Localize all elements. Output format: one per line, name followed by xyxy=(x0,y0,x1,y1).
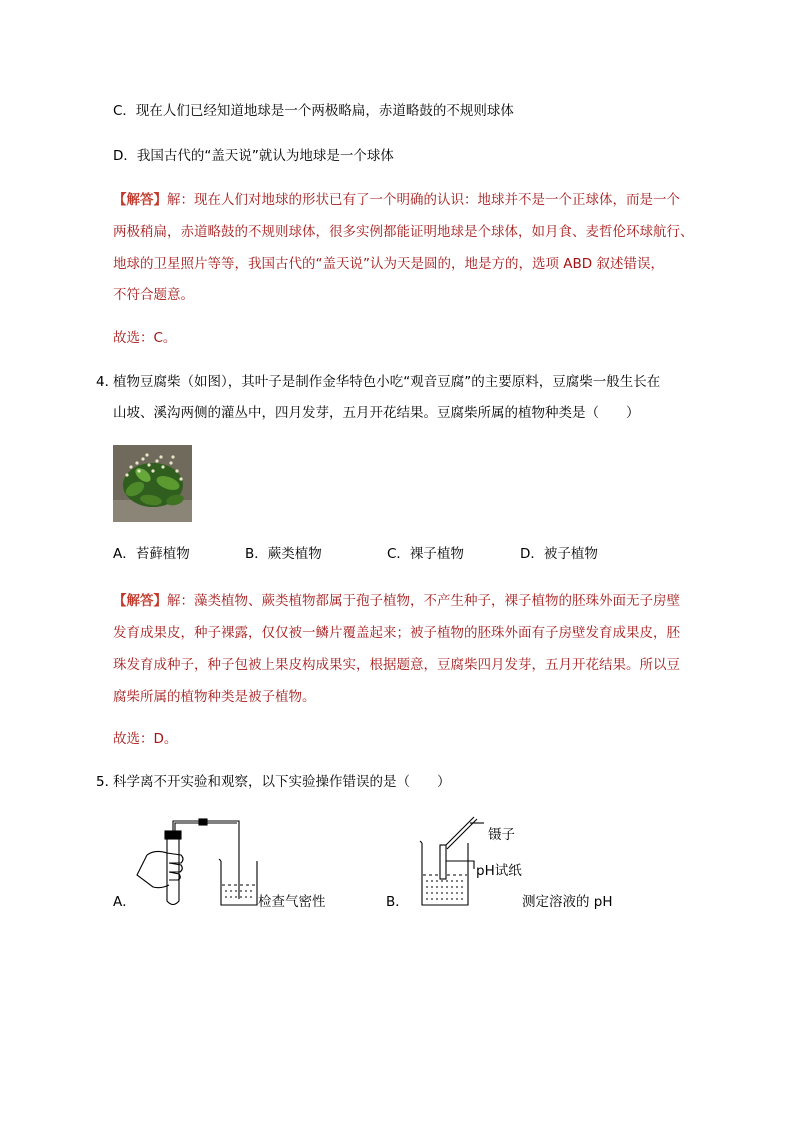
q4-option-b: B．蕨类植物 xyxy=(245,546,322,562)
q3-answer-line-1: 【解答】解：现在人们对地球的形状已有了一个明确的认识：地球并不是一个正球体，而是一个 xyxy=(113,192,680,208)
q4-stem-line-2: 山坡、溪沟两侧的灌丛中，四月发芽，五月开花结果。豆腐柴所属的植物种类是（ ） xyxy=(113,405,640,421)
q5-number: 5． xyxy=(96,774,119,790)
q5-stem: 科学离不开实验和观察，以下实验操作错误的是（ ） xyxy=(113,774,451,790)
q4-answer-line-1: 【解答】解：藻类植物、蕨类植物都属于孢子植物，不产生种子，裸子植物的胚珠外面无子房壁 xyxy=(113,593,680,609)
q4-number: 4． xyxy=(96,374,119,390)
ph-paper-label: pH试纸 xyxy=(476,863,522,879)
q3-answer-line-2: 两极稍扁，赤道略鼓的不规则球体，很多实例都能证明地球是个球体，如月食、麦哲伦环球航行、 xyxy=(113,224,694,240)
q4-answer-line-4: 腐柴所属的植物种类是被子植物。 xyxy=(113,689,316,705)
plant-photo xyxy=(113,445,192,522)
q4-option-d: D．被子植物 xyxy=(520,546,598,562)
q3-answer-line-4: 不符合题意。 xyxy=(113,287,194,303)
q4-option-a: A．苔藓植物 xyxy=(113,546,190,562)
q5-option-b-caption: 测定溶液的 pH xyxy=(522,894,613,910)
q3-answer-line-3: 地球的卫星照片等等，我国古代的“盖天说”认为天是圆的，地是方的，选项 ABD 叙述错误， xyxy=(113,256,664,272)
airtightness-apparatus-figure xyxy=(135,815,265,914)
answer-tag: 【解答】 xyxy=(113,192,167,208)
q3-option-c: C．现在人们已经知道地球是一个两极略扁，赤道略鼓的不规则球体 xyxy=(113,103,514,119)
q4-stem-line-1: 植物豆腐柴（如图），其叶子是制作金华特色小吃“观音豆腐”的主要原料，豆腐柴一般生长在 xyxy=(113,374,661,390)
q5-option-b-letter: B． xyxy=(386,894,409,910)
q4-choice: 故选：D。 xyxy=(113,731,178,747)
q5-option-a-caption: 检查气密性 xyxy=(258,894,326,910)
q3-choice: 故选：C。 xyxy=(113,330,177,346)
q4-answer-line-2: 发育成果皮，种子裸露，仅仅被一鳞片覆盖起来；被子植物的胚珠外面有子房壁发育成果皮，胚 xyxy=(113,625,680,641)
q4-option-c: C．裸子植物 xyxy=(387,546,464,562)
tweezers-label: 镊子 xyxy=(488,827,515,843)
q3-option-d: D．我国古代的“盖天说”就认为地球是一个球体 xyxy=(113,148,394,164)
q4-answer-line-3: 珠发育成种子，种子包被上果皮构成果实，根据题意，豆腐柴四月发芽，五月开花结果。所以豆 xyxy=(113,657,680,673)
q5-option-a-letter: A． xyxy=(113,894,136,910)
answer-tag: 【解答】 xyxy=(113,593,167,609)
